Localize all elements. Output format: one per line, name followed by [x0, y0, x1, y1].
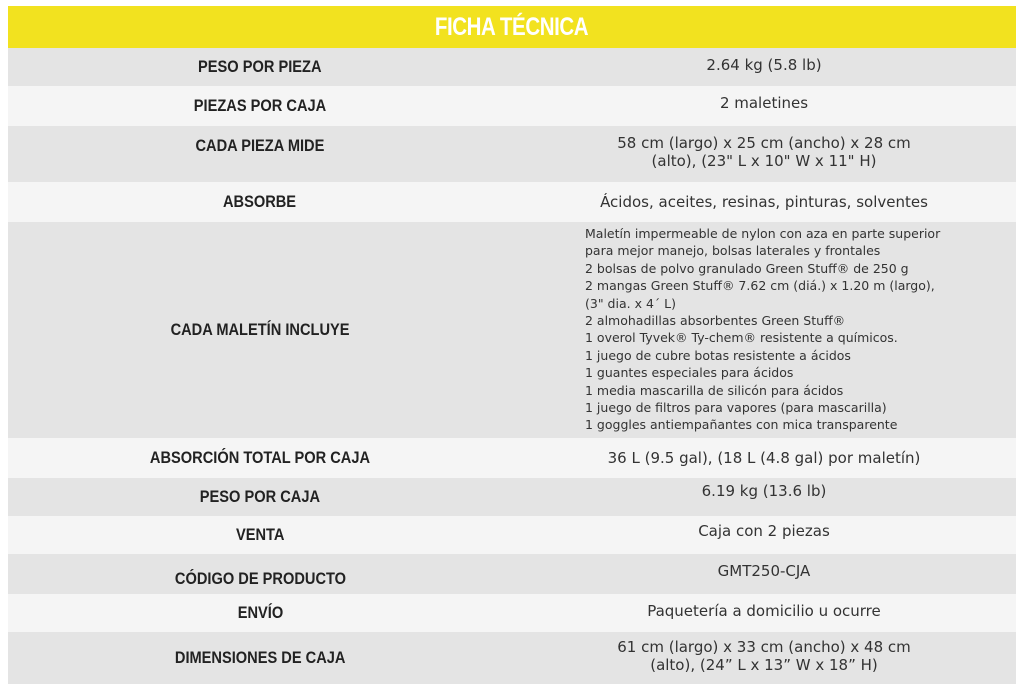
spec-row-piezas-caja [8, 86, 1016, 126]
row-label: PESO POR CAJA [199, 487, 321, 506]
spec-row-peso-pieza [8, 48, 1016, 86]
list-item: 1 juego de filtros para vapores (para mascarilla) [585, 400, 887, 416]
row-label: CÓDIGO DE PRODUCTO [174, 569, 346, 588]
spec-title: FICHA TÉCNICA [435, 12, 589, 41]
row-value: GMT250-CJA [717, 562, 811, 580]
spec-row-envio [8, 594, 1016, 632]
list-item: 2 mangas Green Stuff® 7.62 cm (diá.) x 1.20 m (largo), [585, 278, 935, 294]
spec-row-medidas-pieza [8, 126, 1016, 182]
row-label: ABSORBE [223, 192, 297, 211]
spec-row-incluye [8, 222, 1016, 438]
row-value: 36 L (9.5 gal), (18 L (4.8 gal) por maletín) [607, 449, 921, 467]
list-item: 1 guantes especiales para ácidos [585, 365, 794, 381]
includes-list [512, 222, 1016, 438]
list-item: 1 media mascarilla de silicón para ácidos [585, 382, 844, 398]
spec-sheet [8, 6, 1016, 684]
row-value-line2: (alto), (24” L x 13” W x 18” H) [650, 656, 878, 674]
row-label: PESO POR PIEZA [198, 57, 322, 76]
row-value: Ácidos, aceites, resinas, pinturas, solventes [600, 193, 928, 211]
spec-row-dimensiones-caja [8, 632, 1016, 684]
row-label: CADA PIEZA MIDE [195, 136, 325, 155]
row-value: 6.19 kg (13.6 lb) [701, 482, 827, 500]
row-value: 2 maletines [719, 94, 809, 112]
row-value-line1: 58 cm (largo) x 25 cm (ancho) x 28 cm [617, 134, 911, 152]
row-label: ENVÍO [237, 603, 283, 622]
spec-header [8, 6, 1016, 48]
spec-row-absorcion-total [8, 438, 1016, 478]
list-item: 2 almohadillas absorbentes Green Stuff® [585, 313, 846, 329]
row-label: VENTA [235, 525, 285, 544]
row-label: ABSORCIÓN TOTAL POR CAJA [149, 448, 371, 467]
row-value: 2.64 kg (5.8 lb) [706, 56, 822, 74]
list-item: (3" dia. x 4´ L) [585, 295, 676, 311]
list-item: 1 juego de cubre botas resistente a ácidos [585, 347, 851, 363]
row-label: DIMENSIONES DE CAJA [174, 648, 346, 667]
row-value: Paquetería a domicilio u ocurre [647, 602, 881, 620]
row-value-line1: 61 cm (largo) x 33 cm (ancho) x 48 cm [617, 638, 911, 656]
list-item: para mejor manejo, bolsas laterales y frontales [585, 243, 881, 259]
list-item: 1 overol Tyvek® Ty-chem® resistente a químicos. [585, 330, 898, 346]
list-item: 1 goggles antiempañantes con mica transparente [585, 417, 898, 433]
list-item: 2 bolsas de polvo granulado Green Stuff® de 250 g [585, 260, 909, 276]
row-value-line2: (alto), (23" L x 10" W x 11" H) [651, 152, 877, 170]
spec-row-absorbe [8, 182, 1016, 222]
list-item: Maletín impermeable de nylon con aza en parte superior [585, 226, 941, 241]
row-value: Caja con 2 piezas [698, 522, 830, 540]
row-label: CADA MALETÍN INCLUYE [170, 320, 350, 339]
spec-row-codigo [8, 554, 1016, 594]
spec-row-venta [8, 516, 1016, 554]
spec-row-peso-caja [8, 478, 1016, 516]
row-label: PIEZAS POR CAJA [193, 96, 327, 115]
